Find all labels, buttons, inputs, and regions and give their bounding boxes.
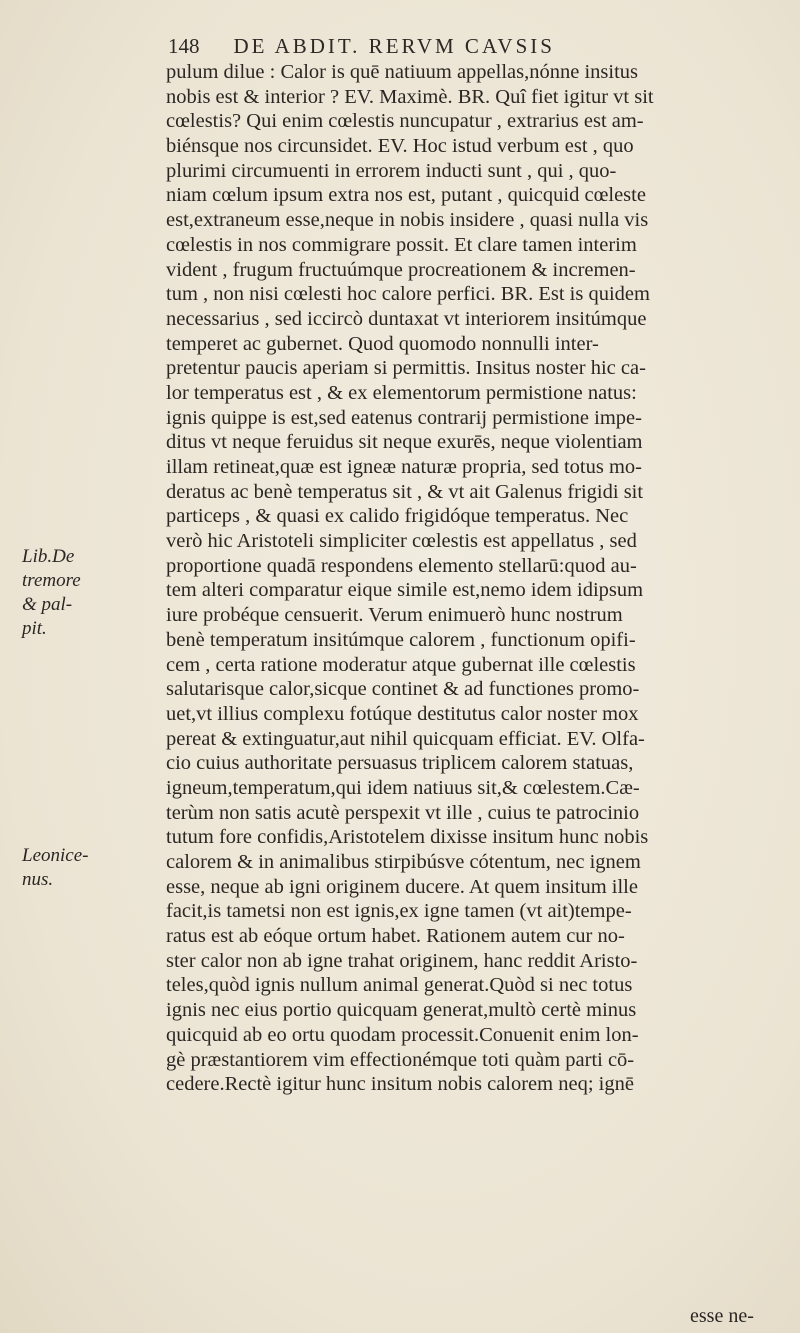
text-line: illam retineat,quæ est igneæ naturæ propria, sed totus mo- [166, 456, 642, 478]
text-line: igneum,temperatum,qui idem natiuus sit,& cœlestem.Cæ- [166, 776, 640, 799]
text-line: ignis quippe is est,sed eatenus contrarij permistione impe- [166, 406, 642, 429]
text-line: vident , frugum fructuúmque procreationem & incremen- [166, 258, 636, 281]
text-line: tutum fore confidis,Aristotelem dixisse insitum hunc nobis [166, 826, 649, 849]
body-text [166, 60, 796, 1097]
margin-note-leonicenus [22, 844, 132, 892]
text-line: ratus est ab eóque ortum habet. Rationem autem cur no- [166, 925, 625, 948]
text-line: teles,quòd ignis nullum animal generat.Quòd si nec totus [166, 974, 633, 997]
text-line: ster calor non ab igne trahat originem, hanc reddit Aristo- [166, 949, 638, 972]
text-line: cio cuius authoritate persuasus triplicem calorem statuas, [166, 752, 634, 775]
text-line: terùm non satis acutè perspexit vt ille , cuius te patrocinio [166, 801, 640, 824]
text-line: pereat & extinguatur,aut nihil quicquam efficiat. EV. Olfa- [166, 727, 645, 750]
margin-note-line: pit. [22, 618, 47, 639]
text-line: facit,is tametsi non est ignis,ex igne tamen (vt ait)tempe- [166, 900, 632, 923]
text-line: necessarius , sed iccircò duntaxat vt interiorem insitúmque [166, 307, 647, 330]
text-line: cœlestis? Qui enim cœlestis nuncupatur , extrarius est am- [166, 110, 644, 133]
running-title: DE ABDIT. RERVM CAVSIS [233, 34, 555, 58]
margin-note-line: Leonice- [22, 845, 89, 866]
margin-note-line: nus. [22, 869, 54, 890]
text-line: biénsque nos circunsidet. EV. Hoc istud verbum est , quo [166, 135, 634, 158]
margin-note-line: tremore [22, 570, 81, 591]
text-line: uet,vt illius complexu fotúque destitutus calor noster mox [166, 702, 639, 725]
text-line: niam cœlum ipsum extra nos est, putant , quicquid cœleste [166, 184, 646, 207]
text-line: calorem & in animalibus stirpibúsve cótentum, nec ignem [166, 851, 641, 873]
text-line: ignis nec eius portio quicquam generat,multò certè minus [166, 999, 637, 1022]
margin-note-line: Lib.De [22, 546, 75, 567]
text-line: deratus ac benè temperatus sit , & vt ait Galenus frigidi sit [166, 480, 644, 503]
text-line: tem alteri comparatur eique simile est,nemo idem idipsum [166, 579, 644, 602]
text-line: esse, neque ab igni originem ducere. At quem insitum ille [166, 875, 638, 898]
text-line: cœlestis in nos commigrare possit. Et clare tamen interim [166, 233, 637, 256]
text-line: ditus vt neque feruidus sit neque exurēs, neque violentiam [166, 431, 643, 454]
margin-note-line: & pal- [22, 594, 73, 615]
text-line: tum , non nisi cœlesti hoc calore perfici. BR. Est is quidem [166, 283, 650, 306]
text-line: lor temperatus est , & ex elementorum permistione natus: [166, 381, 637, 404]
text-line: plurimi circumuenti in errorem inducti sunt , qui , quo- [166, 159, 617, 182]
text-line: benè temperatum insitúmque calorem , functionum opifi- [166, 628, 636, 651]
text-line: gè præstantiorem vim effectionémque toti quàm parti cō- [166, 1048, 635, 1071]
text-line: pulum dilue : Calor is quē natiuum appellas,nónne insitus [166, 61, 639, 83]
text-line: salutarisque calor,sicque continet & ad functiones promo- [166, 678, 640, 701]
text-line: proportione quadā respondens elemento stellarū:quod au- [166, 554, 637, 577]
text-line: verò hic Aristoteli simpliciter cœlestis est appellatus , sed [166, 530, 637, 553]
text-line: iure probéque censuerit. Verum enimuerò hunc nostrum [166, 604, 623, 627]
text-line: est,extraneum esse,neque in nobis insidere , quasi nulla vis [166, 209, 649, 232]
text-line: particeps , & quasi ex calido frigidóque temperatus. Nec [166, 505, 629, 528]
catchword: esse ne- [690, 1305, 754, 1327]
text-line: nobis est & interior ? EV. Maximè. BR. Quî fiet igitur vt sit [166, 85, 654, 108]
text-line: quicquid ab eo ortu quodam processit.Conuenit enim lon- [166, 1023, 639, 1046]
margin-note-lib-de-tremore [22, 545, 132, 641]
text-line: cem , certa ratione moderatur atque gubernat ille cœlestis [166, 653, 636, 676]
page-number: 148 [168, 34, 200, 58]
text-line: pretentur paucis aperiam si permittis. Insitus noster hic ca- [166, 357, 646, 380]
text-line: temperet ac gubernet. Quod quomodo nonnulli inter- [166, 332, 599, 355]
text-line: cedere.Rectè igitur hunc insitum nobis calorem neq; ignē [166, 1073, 634, 1096]
